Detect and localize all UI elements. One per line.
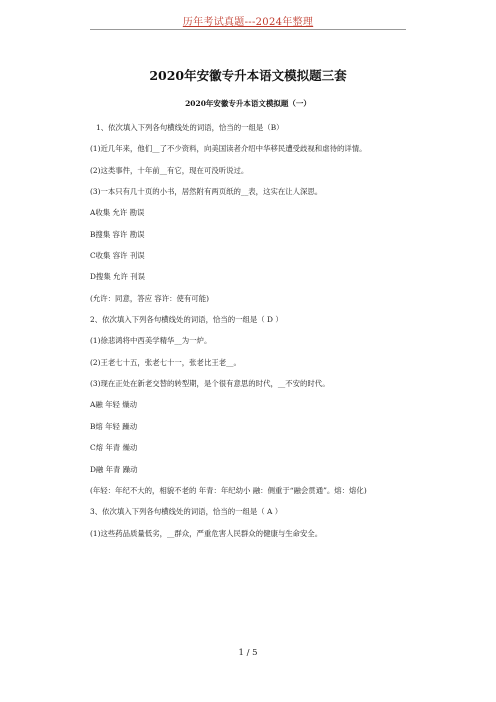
question-3-sentence-1: (1)这些药品质量低劣，__群众，严重危害人民群众的健康与生命安全。	[90, 528, 323, 538]
document-title: 2020年安徽专升本语文模拟题三套	[149, 68, 347, 83]
question-2-stem: 2、依次填入下列各句横线处的词语，恰当的一组是（ D ）	[90, 315, 283, 325]
page-number: 1 / 5	[238, 648, 258, 658]
question-2-note: (年轻：年纪不大的，相貌不老的 年青：年纪幼小 融：侧重于“融会贯通”。熔：熔化)	[90, 485, 367, 495]
question-1-option-d: D搜集 允许 刊误	[90, 272, 145, 282]
question-1-option-b: B搜集 容许 勘误	[90, 229, 145, 239]
question-1-stem: 1、依次填入下列各句横线处的词语，恰当的一组是（B）	[96, 123, 284, 132]
question-1-note: (允许：同意，答应 容许：使有可能)	[90, 293, 209, 303]
question-1-sentence-1: (1)近几年来，他们__了不少资料，向美国读者介绍中华移民遭受歧视和虐待的详情。	[90, 144, 367, 154]
question-1-sentence-3: (3)一本只有几十页的小书，居然附有两页纸的__表，这实在让人深思。	[90, 187, 323, 197]
page-header	[0, 10, 496, 29]
question-2-option-d: D融 年青 躁动	[90, 464, 138, 474]
header-text: 历年考试真题---2024年整理	[182, 17, 314, 28]
question-1-option-c: C收集 容许 刊误	[90, 251, 145, 261]
question-2-option-c: C熔 年青 燥动	[90, 443, 138, 453]
question-2-option-b: B熔 年轻 躁动	[90, 421, 138, 431]
question-1-sentence-2: (2)这类事件，十年前__有它，现在可没听说过。	[90, 165, 249, 175]
document-body	[90, 123, 420, 550]
question-3-stem: 3、依次填入下列各句横线处的词语，恰当的一组是（ A ）	[90, 507, 283, 517]
question-2-option-a: A融 年轻 燥动	[90, 400, 137, 410]
question-2-sentence-2: (2)王老七十五，张老七十一，张老比王老__。	[90, 357, 241, 367]
question-1-option-a: A收集 允许 勘误	[90, 208, 145, 218]
question-2-sentence-1: (1)徐悲鸿将中西美学精华__为一炉。	[90, 336, 212, 346]
header-divider	[90, 29, 406, 30]
section-subtitle: 2020年安徽专升本语文模拟题（一）	[185, 99, 311, 108]
question-2-sentence-3: (3)现在正处在新老交替的转型期，是个很有意思的时代，__不安的时代。	[90, 379, 330, 389]
